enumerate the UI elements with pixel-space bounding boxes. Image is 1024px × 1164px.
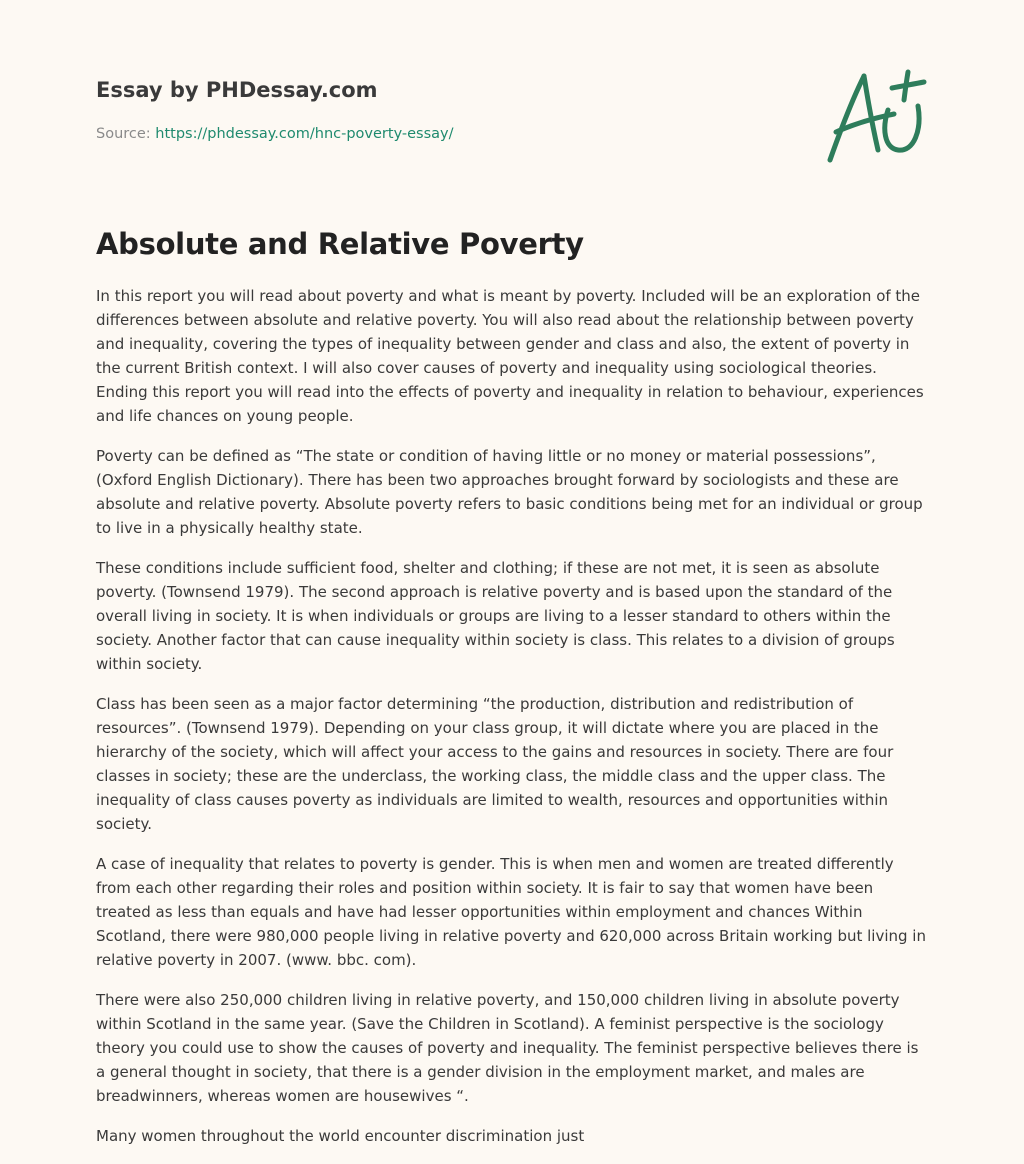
source-line: [96, 124, 796, 144]
paragraph: In this report you will read about poverty and what is meant by poverty. Included will be an exploration of the differences between absolute and relative poverty. You will also read about the relationship between poverty and inequality, covering the types of inequality between gender and class and also, the extent of poverty in the current British context. I will also cover causes of poverty and inequality using sociological theories. Ending this report you will read into the effects of poverty and inequality in relation to behaviour, experiences and life chances on young people.: [96, 287, 924, 425]
paragraph: Many women throughout the world encounter discrimination just: [96, 1127, 585, 1145]
a-plus-logo: [822, 66, 932, 166]
source-link[interactable]: https://phdessay.com/hnc-poverty-essay/: [155, 126, 454, 142]
article-title: Absolute and Relative Poverty: [96, 227, 584, 261]
a-plus-logo-graphic: [822, 66, 932, 166]
site-brand: Essay by PHDessay.com: [96, 78, 378, 102]
paragraph: There were also 250,000 children living in relative poverty, and 150,000 children living in absolute poverty within Scotland in the same year. (Save the Children in Scotland). A feminist perspective is the sociology theory you could use to show the causes of poverty and inequality. The feminist perspective believes there is a general thought in society, that there is a gender division in the employment market, and males are breadwinners, whereas women are housewives “.: [96, 991, 919, 1105]
article-body: [96, 284, 932, 1164]
paragraph: A case of inequality that relates to poverty is gender. This is when men and women are treated differently from each other regarding their roles and position within society. It is fair to say that women have been treated as less than equals and have had lesser opportunities within employment and chances Within Scotland, there were 980,000 people living in relative poverty and 620,000 across Britain working but living in relative poverty in 2007. (www. bbc. com).: [96, 855, 926, 969]
header: [96, 76, 796, 144]
source-label: Source:: [96, 126, 156, 142]
paragraph: Poverty can be defined as “The state or condition of having little or no money or material possessions”, (Oxford English Dictionary). There has been two approaches brought forward by sociologists and these are absolute and relative poverty. Absolute poverty refers to basic conditions being met for an individual or group to live in a physically healthy state.: [96, 447, 923, 537]
paragraph: These conditions include sufficient food, shelter and clothing; if these are not met, it is seen as absolute poverty. (Townsend 1979). The second approach is relative poverty and is based upon the standard of the overall living in society. It is when individuals or groups are living to a lesser standard to others within the society. Another factor that can cause inequality within society is class. This relates to a division of groups within society.: [96, 559, 895, 673]
paragraph: Class has been seen as a major factor determining “the production, distribution and redistribution of resources”. (Townsend 1979). Depending on your class group, it will dictate where you are placed in the hierarchy of the society, which will affect your access to the gains and resources in society. There are four classes in society; these are the underclass, the working class, the middle class and the upper class. The inequality of class causes poverty as individuals are limited to wealth, resources and opportunities within society.: [96, 695, 894, 833]
